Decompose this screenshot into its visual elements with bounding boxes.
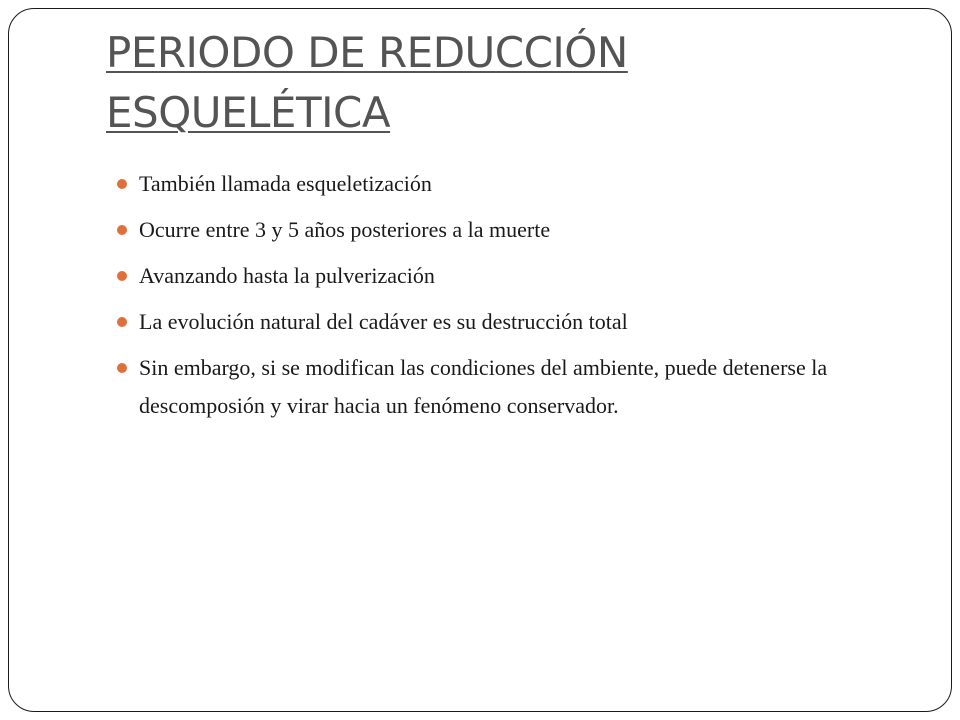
bullet-text: También llamada esqueletización [139,171,432,196]
bullet-item [109,257,899,295]
bullet-text: Ocurre entre 3 y 5 años posteriores a la muerte [139,217,551,242]
bullet-item [109,211,899,249]
bullet-text: Avanzando hasta la pulverización [139,263,435,288]
bullet-item [109,303,899,341]
circle-bullet-icon [117,225,127,235]
circle-bullet-icon [117,271,127,281]
slide-title [106,23,826,143]
bullet-text: La evolución natural del cadáver es su destrucción total [139,309,628,334]
circle-bullet-icon [117,363,127,373]
circle-bullet-icon [117,317,127,327]
bullet-item [109,349,899,425]
bullet-text: Sin embargo, si se modifican las condiciones del ambiente, puede detenerse la descomposión y virar hacia un fenómeno conservador. [139,355,828,418]
circle-bullet-icon [117,179,127,189]
bullet-item [109,165,899,203]
slide-title-text: PERIODO DE REDUCCIÓN ESQUELÉTICA [106,28,628,137]
slide-frame [8,8,952,712]
bullet-list [109,165,899,433]
